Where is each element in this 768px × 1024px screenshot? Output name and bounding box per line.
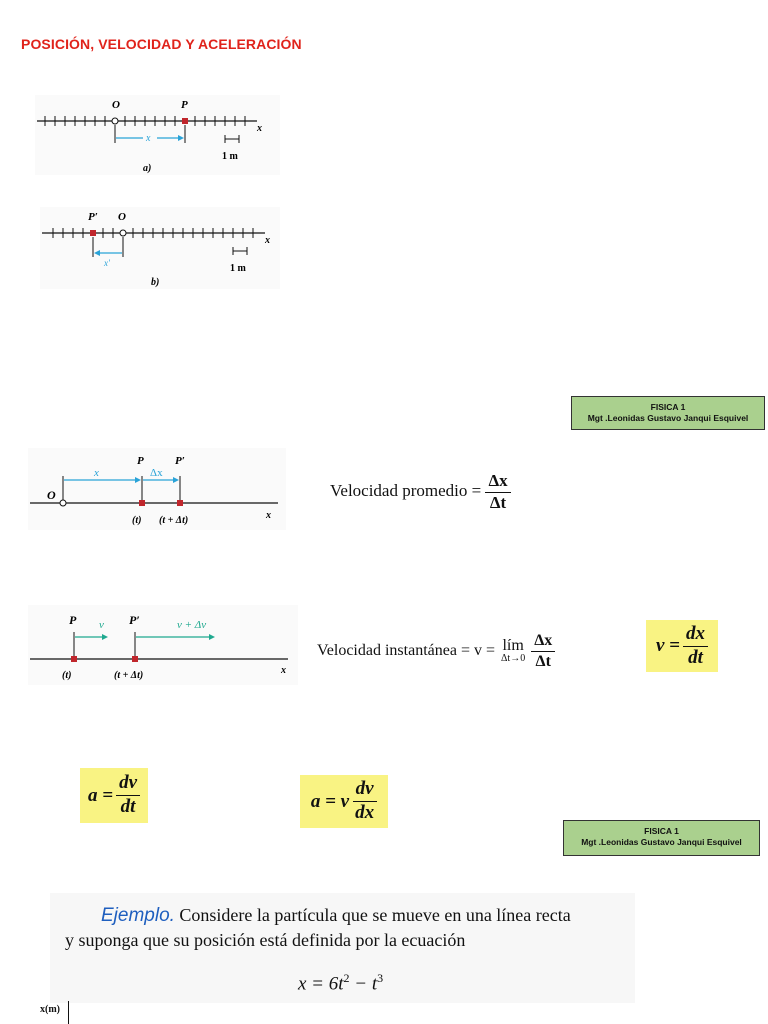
example-equation bbox=[298, 971, 383, 995]
average-velocity-diagram bbox=[28, 448, 286, 530]
axis-label: x bbox=[266, 510, 271, 521]
point-p bbox=[71, 656, 77, 662]
numerator: Δx bbox=[485, 472, 510, 493]
denominator: Δt bbox=[535, 652, 551, 670]
example-text bbox=[60, 903, 571, 952]
badge-course: FISICA 1 bbox=[644, 826, 679, 836]
acceleration-chain-rule bbox=[300, 775, 388, 828]
scale-label: 1 m bbox=[230, 263, 246, 274]
distance-label: x bbox=[146, 133, 151, 144]
lhs: a = v bbox=[310, 790, 350, 812]
instantaneous-velocity-diagram bbox=[28, 605, 298, 685]
origin-point bbox=[112, 118, 118, 124]
point-prime-label: P′ bbox=[175, 455, 185, 467]
position-line-diagram-b bbox=[40, 207, 280, 289]
instantaneous-velocity-formula bbox=[317, 632, 555, 670]
acceleration-definition bbox=[80, 768, 148, 823]
point-label: P bbox=[69, 613, 77, 627]
figure-a bbox=[35, 95, 280, 175]
origin-label: O bbox=[47, 488, 56, 502]
equation-rest: − t bbox=[349, 973, 378, 995]
average-velocity-formula bbox=[330, 472, 511, 512]
equation-lhs: x = 6t bbox=[298, 973, 344, 995]
time-label: (t) bbox=[132, 515, 142, 526]
badge-author: Mgt .Leonidas Gustavo Janqui Esquivel bbox=[587, 413, 749, 423]
limit-subscript: Δt→0 bbox=[501, 653, 526, 665]
position-line-diagram-a bbox=[35, 95, 280, 175]
lhs: a = bbox=[87, 784, 114, 806]
velocity-label: v bbox=[99, 619, 104, 631]
formula-label: Velocidad promedio = bbox=[330, 481, 482, 501]
point-p bbox=[139, 500, 145, 506]
badge-course: FISICA 1 bbox=[650, 402, 686, 412]
exponent-3: 3 bbox=[377, 971, 384, 985]
author-badge-2 bbox=[563, 820, 760, 856]
time-delta-label: (t + Δt) bbox=[159, 515, 189, 526]
numerator: Δx bbox=[531, 632, 555, 652]
point-prime-label: P′ bbox=[129, 613, 140, 627]
fraction bbox=[683, 624, 708, 669]
point-label: P′ bbox=[88, 211, 98, 223]
fraction bbox=[531, 632, 555, 670]
point-p-prime bbox=[177, 500, 183, 506]
figure-b bbox=[40, 207, 280, 289]
velocity-delta-label: v + Δv bbox=[177, 619, 207, 631]
graph-axis-label: x(m) bbox=[40, 1004, 60, 1015]
numerator: dv bbox=[353, 779, 377, 802]
origin-point bbox=[60, 500, 66, 506]
limit-label: lím bbox=[502, 637, 524, 655]
point-label: P bbox=[137, 455, 144, 467]
velocity-definition bbox=[646, 620, 718, 672]
fraction bbox=[485, 472, 510, 512]
page-title: POSICIÓN, VELOCIDAD Y ACELERACIÓN bbox=[21, 36, 302, 52]
time-label: (t) bbox=[62, 670, 72, 681]
axis-label: x bbox=[257, 123, 262, 134]
author-badge bbox=[571, 396, 765, 430]
axis-label: x bbox=[281, 665, 286, 676]
example-line-2: y suponga que su posición está definida por la ecuación bbox=[65, 930, 466, 950]
denominator: Δt bbox=[489, 492, 507, 512]
tick-marks bbox=[45, 116, 245, 126]
distance-label: x′ bbox=[104, 258, 110, 268]
fraction bbox=[116, 773, 140, 818]
fraction bbox=[352, 779, 377, 824]
scale-label: 1 m bbox=[222, 151, 238, 162]
denominator: dt bbox=[688, 646, 703, 668]
example-line-1: Considere la partícula que se mueve en una línea recta bbox=[179, 905, 571, 925]
denominator: dt bbox=[120, 796, 136, 817]
badge-author: Mgt .Leonidas Gustavo Janqui Esquivel bbox=[581, 837, 742, 847]
graph-y-axis bbox=[68, 1001, 69, 1024]
point-label: P bbox=[181, 99, 188, 111]
delta-label: Δx bbox=[150, 467, 163, 479]
origin-point bbox=[120, 230, 126, 236]
tick-marks bbox=[53, 228, 253, 238]
point-p-prime bbox=[132, 656, 138, 662]
figure-caption: a) bbox=[143, 163, 152, 174]
figure-c bbox=[28, 448, 286, 530]
lhs: v = bbox=[655, 635, 680, 656]
figure-caption: b) bbox=[151, 277, 160, 288]
axis-label: x bbox=[265, 235, 270, 246]
point-p-prime bbox=[90, 230, 96, 236]
origin-label: O bbox=[112, 99, 120, 111]
exponent-2: 2 bbox=[343, 971, 350, 985]
origin-label: O bbox=[118, 211, 126, 223]
denominator: dx bbox=[355, 802, 375, 823]
figure-d bbox=[28, 605, 298, 685]
formula-label: Velocidad instantánea = v = bbox=[317, 642, 495, 660]
time-delta-label: (t + Δt) bbox=[114, 670, 144, 681]
numerator: dv bbox=[116, 773, 140, 796]
example-label: Ejemplo. bbox=[101, 905, 175, 926]
point-p bbox=[182, 118, 188, 124]
numerator: dx bbox=[683, 624, 708, 647]
distance-label: x bbox=[94, 467, 99, 479]
